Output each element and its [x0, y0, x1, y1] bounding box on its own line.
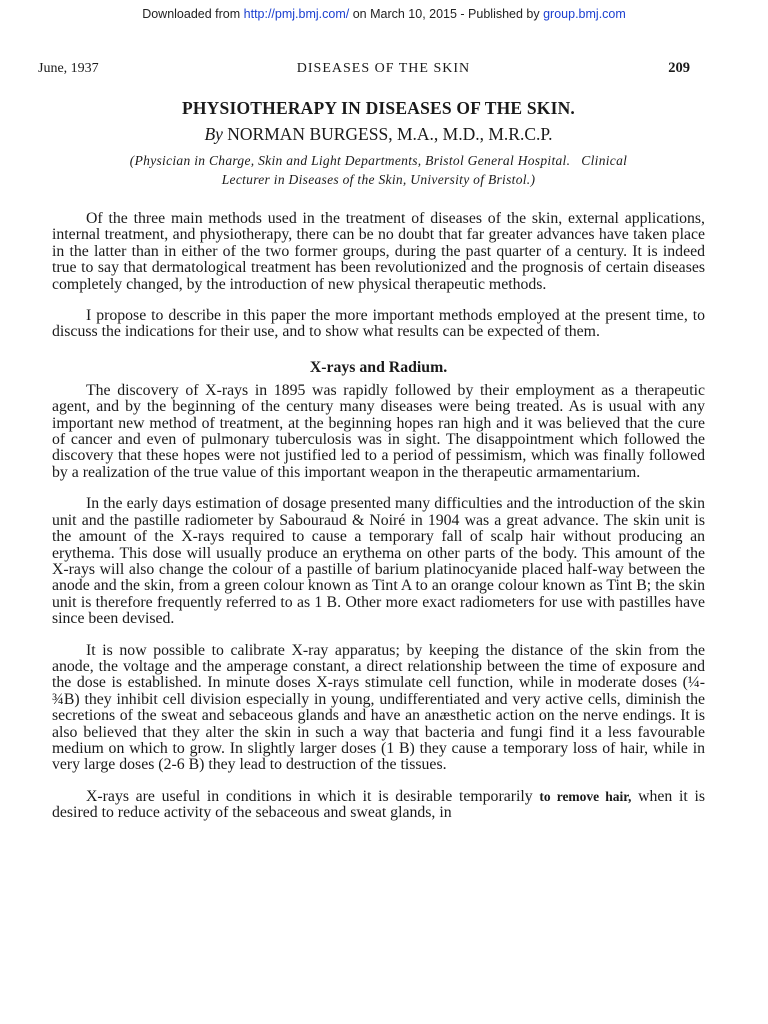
paragraph-calibration: It is now possible to calibrate X-ray apparatus; by keeping the distance of the skin from the anode, the voltage and the amperage constant, a direct relationship between the time of exposure and the dose is established. In minute doses X-rays stimulate cell function, while in moderate doses (¼-¾B) they inhibit cell division especially in young, undifferentiated and very active cells, diminish the secretions of the sweat and sebaceous glands and have an anæsthetic action on the nerve endings. It is also believed that they alter the skin in such a way that bacteria and fungi find it a less favourable medium on which to grow. In slightly larger doses (1 B) they cause a temporary loss of hair, while in very large doses (2-6 B) they lead to destruction of the tissues.: [52, 641, 705, 774]
group-bmj-link[interactable]: group.bmj.com: [543, 7, 626, 21]
author-name: NORMAN BURGESS, M.A., M.D., M.R.C.P.: [227, 124, 553, 144]
author-affiliation: [52, 151, 705, 189]
uses-text-end: when it is desired to reduce activity of the sebaceous and sweat glands, in: [52, 787, 705, 822]
pmj-link[interactable]: http://pmj.bmj.com/: [243, 7, 350, 21]
paragraph-uses: [52, 789, 705, 822]
header-journal-title: DISEASES OF THE SKIN: [296, 61, 471, 76]
affiliation-line-1: (Physician in Charge, Skin and Light Departments, Bristol General Hospital. Clinical: [129, 153, 628, 168]
paragraph-xray-history: The discovery of X-rays in 1895 was rapidly followed by their employment as a therapeutic agent, and by the beginning of the century many diseases were being treated. As is usual with any important new method of treatment, at the beginning hopes ran high and it was believed that the cure of cancer and even of pulmonary tuberculosis was in sight. The disappointment which followed the discovery that these hopes were not justified led to a period of pessimism, which was finally followed by a realization of the true value of this important weapon in the therapeutic armamentarium.: [52, 381, 705, 481]
uses-text-start: X-rays are useful in conditions in which it is desirable temporarily: [86, 787, 540, 805]
uses-text-bold: to remove hair,: [539, 788, 632, 804]
paragraph-intro: Of the three main methods used in the treatment of diseases of the skin, external applications, internal treatment, and physiotherapy, there can be no doubt that far greater advances have taken place in the latter than in either of the two former groups, during the past quarter of a century. It is indeed true to say that dermatological treatment has been revolutionized and the prognosis of certain diseases completely changed, by the introduction of new physical therapeutic methods.: [52, 210, 705, 293]
byline: [52, 124, 705, 145]
article-title: PHYSIOTHERAPY IN DISEASES OF THE SKIN.: [181, 98, 576, 118]
download-banner: [0, 7, 768, 21]
byline-by: By: [204, 124, 223, 144]
affiliation-line-2: Lecturer in Diseases of the Skin, University of Bristol.): [221, 172, 536, 187]
section-heading-xrays-radium: X-rays and Radium.: [309, 358, 448, 376]
article-body: [52, 98, 705, 822]
running-head: [38, 60, 690, 77]
banner-prefix: Downloaded from: [142, 7, 244, 21]
paragraph-purpose: I propose to describe in this paper the more important methods employed at the present time, to discuss the indications for their use, and to show what results can be expected of them.: [52, 307, 705, 341]
header-date: June, 1937: [38, 61, 99, 76]
paragraph-dosage: In the early days estimation of dosage presented many difficulties and the introduction of the skin unit and the pastille radiometer by Sabouraud & Noiré in 1904 was a great advance. The skin unit is the amount of the X-rays required to cause a temporary fall of scalp hair without producing an erythema. This dose will usually produce an erythema on other parts of the body. This amount of the X-rays will also change the colour of a pastille of barium platinocyanide placed half-way between the anode and the skin, from a green colour known as Tint A to an orange colour known as Tint B; the skin unit is therefore frequently referred to as 1 B. Other more exact radiometers for use with pastilles have since been devised.: [52, 495, 705, 628]
banner-middle: on March 10, 2015 - Published by: [349, 7, 544, 21]
page-number: 209: [668, 60, 690, 76]
